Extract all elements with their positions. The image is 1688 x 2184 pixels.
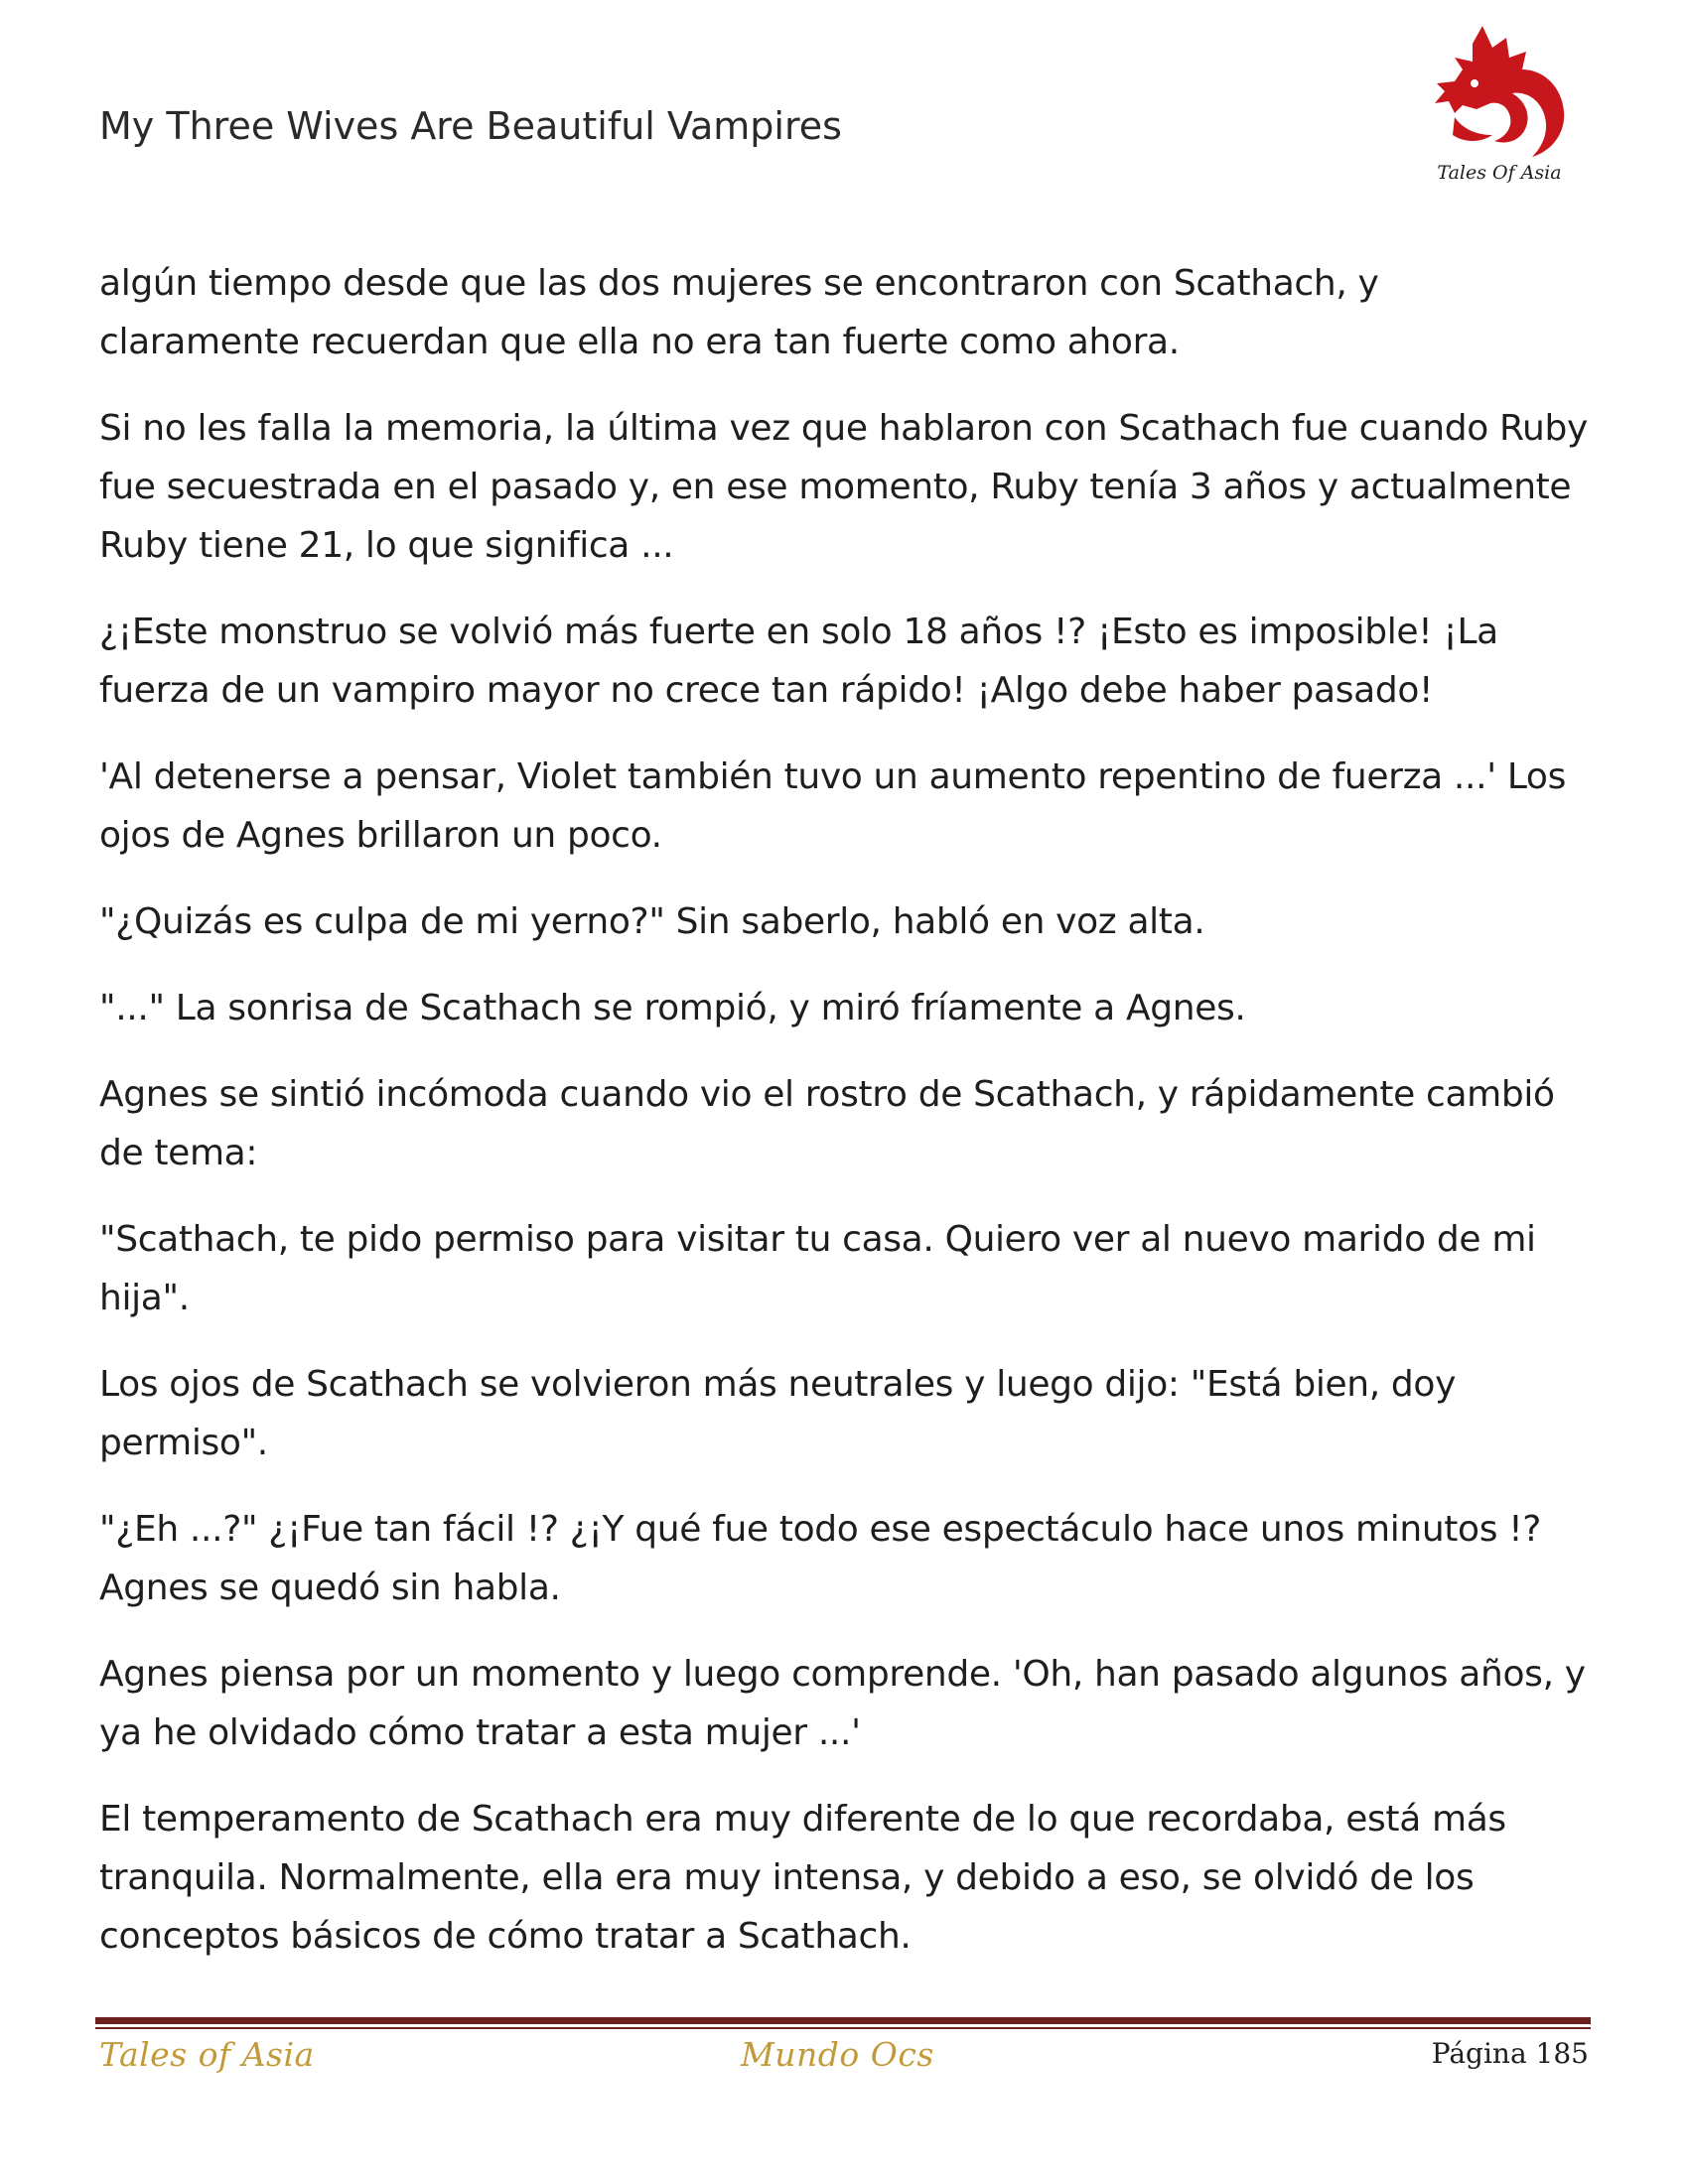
paragraph: Agnes piensa por un momento y luego comprende. 'Oh, han pasado algunos años, y ya he olvidado cómo tratar a esta mujer ...' — [99, 1654, 1586, 1753]
paragraph: "¿Quizás es culpa de mi yerno?" Sin saberlo, habló en voz alta. — [99, 901, 1205, 942]
footer-publisher: Tales of Asia — [99, 2035, 315, 2074]
paragraph: "..." La sonrisa de Scathach se rompió, y miró fríamente a Agnes. — [99, 988, 1246, 1028]
logo-text: Tales Of Asia — [1437, 162, 1562, 184]
body-text — [99, 254, 1589, 1993]
footer-translator: Mundo Ocs — [741, 2035, 934, 2074]
page-number: Página 185 — [1431, 2037, 1589, 2070]
paragraph: El temperamento de Scathach era muy diferente de lo que recordaba, está más tranquila. Normalmente, ella era muy intensa, y debido a eso, se olvidó de los conceptos básicos de cómo tratar a Scathach. — [99, 1799, 1506, 1957]
footer-divider-thin — [95, 2027, 1591, 2029]
paragraph: 'Al detenerse a pensar, Violet también tuvo un aumento repentino de fuerza ...' Los ojos de Agnes brillaron un poco. — [99, 756, 1567, 856]
paragraph: algún tiempo desde que las dos mujeres se encontraron con Scathach, y claramente recuerdan que ella no era tan fuerte como ahora. — [99, 263, 1379, 362]
paragraph: "Scathach, te pido permiso para visitar tu casa. Quiero ver al nuevo marido de mi hija". — [99, 1219, 1536, 1318]
paragraph: Los ojos de Scathach se volvieron más neutrales y luego dijo: "Está bien, doy permiso". — [99, 1364, 1457, 1463]
dragon-logo-icon — [1415, 18, 1584, 187]
paragraph: ¿¡Este monstruo se volvió más fuerte en solo 18 años !? ¡Esto es imposible! ¡La fuerza de un vampiro mayor no crece tan rápido! ¡Algo debe haber pasado! — [99, 612, 1498, 711]
paragraph: Agnes se sintió incómoda cuando vio el rostro de Scathach, y rápidamente cambió de tema: — [99, 1074, 1555, 1173]
document-title: My Three Wives Are Beautiful Vampires — [99, 104, 842, 148]
paragraph: Si no les falla la memoria, la última vez que hablaron con Scathach fue cuando Ruby fue secuestrada en el pasado y, en ese momento, Ruby tenía 3 años y actualmente Ruby tiene 21, lo que significa ... — [99, 408, 1588, 566]
footer-divider — [95, 2017, 1591, 2024]
paragraph: "¿Eh ...?" ¿¡Fue tan fácil !? ¿¡Y qué fue todo ese espectáculo hace unos minutos !? Agnes se quedó sin habla. — [99, 1509, 1542, 1608]
